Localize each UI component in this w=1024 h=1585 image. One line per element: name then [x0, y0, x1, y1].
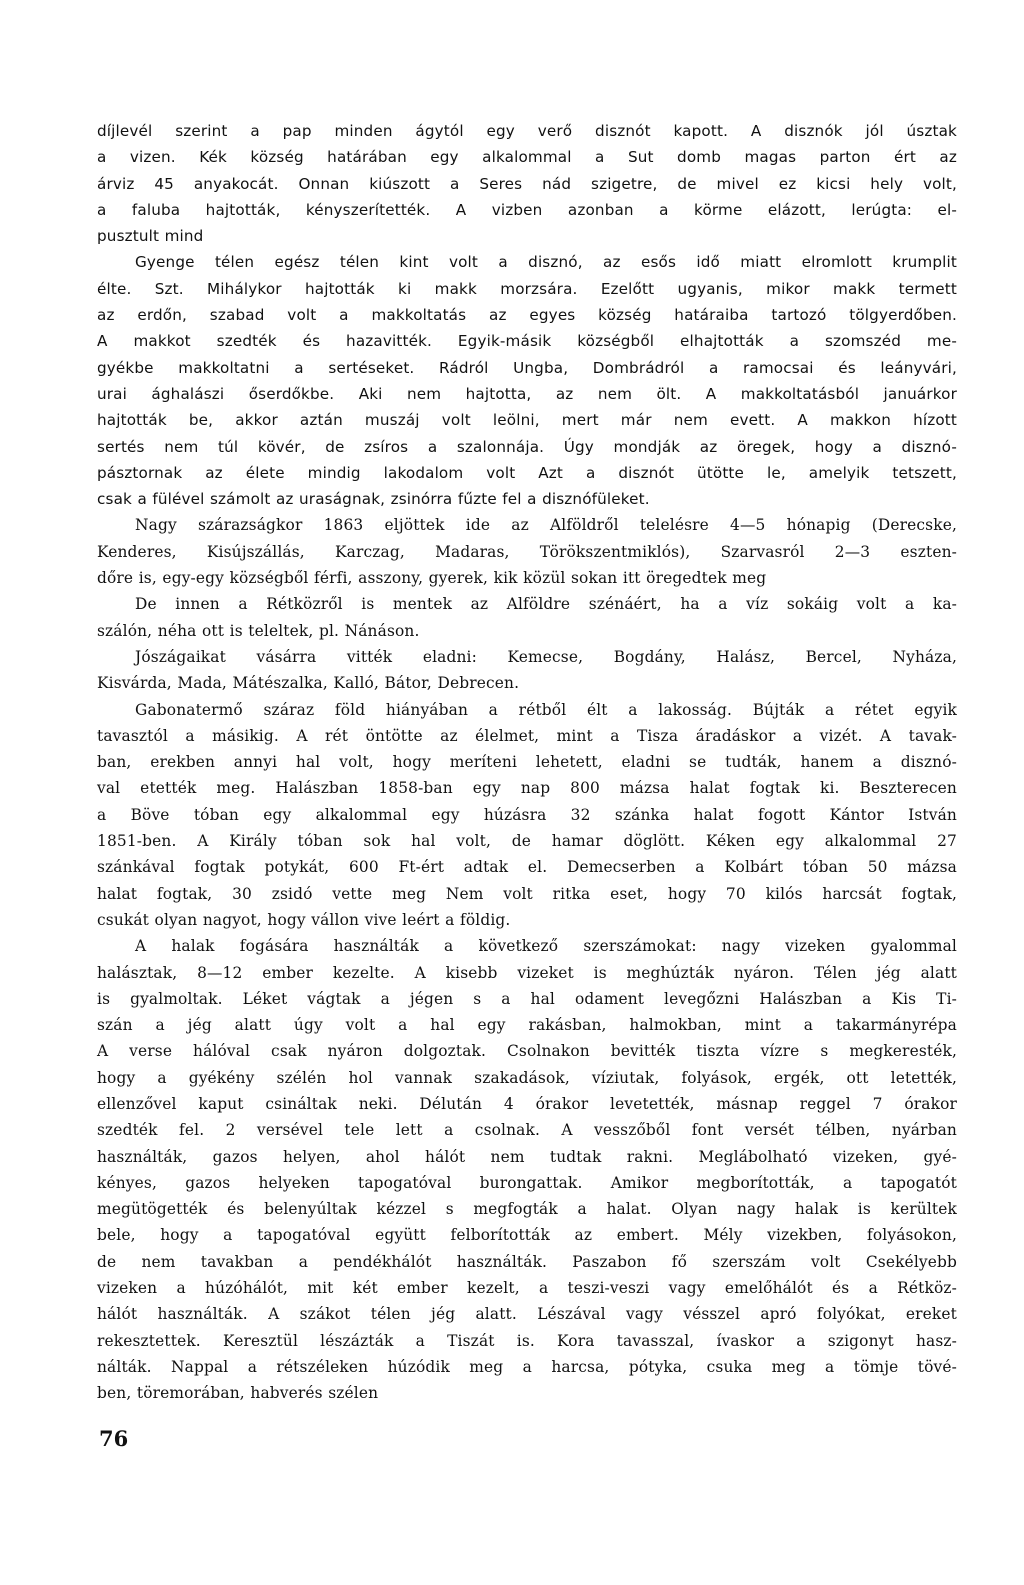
text-line: az erdőn, szabad volt a makkoltatás az egyes község határaiba tartozó tölgyerdőben.: [97, 306, 957, 325]
text-line: urai ághalászi őserdőkbe. Aki nem hajtotta, az nem ölt. A makkoltatásból januárkor: [97, 384, 957, 403]
page-body: [97, 118, 957, 1407]
text-line: hálót használták. A szákot télen jég alatt. Lészával vagy vésszel apró folyókat, ereket: [97, 1305, 957, 1324]
text-line: dőre is, egy-egy községből férfi, asszony, gyerek, kik közül sokan itt öregedtek meg: [97, 569, 767, 588]
text-line: szán a jég alatt úgy volt a hal egy rakásban, halmokban, mint a takarmányrépa: [97, 1016, 957, 1035]
text-line: árviz 45 anyakocát. Onnan kiúszott a Seres nád szigetre, de mivel ez kicsi hely volt,: [97, 174, 957, 193]
paragraph: [97, 933, 957, 1406]
text-line: Kisvárda, Mada, Mátészalka, Kalló, Bátor, Debrecen.: [97, 674, 520, 693]
text-line: sertés nem túl kövér, de zsíros a szalonnája. Úgy mondják az öregek, hogy a disznó-: [97, 437, 957, 456]
page-number: 76: [99, 1426, 129, 1451]
text-line: halat fogtak, 30 zsidó vette meg Nem volt ritka eset, hogy 70 kilós harcsát fogtak,: [97, 884, 957, 903]
text-line: Nagy szárazságkor 1863 eljöttek ide az Alföldről telelésre 4—5 hónapig (Derecske,: [135, 516, 957, 535]
text-line: kényes, gazos helyeken tapogatóval burongattak. Amikor megborították, a tapogatót: [97, 1173, 957, 1192]
paragraph: [97, 591, 957, 644]
text-line: szánkával fogtak potykát, 600 Ft-ért adtak el. Demecserben a Kolbárt tóban 50 mázsa: [97, 858, 957, 877]
paragraph: [97, 118, 957, 249]
paragraph: [97, 249, 957, 512]
text-line: szedték fel. 2 versével tele lett a csolnak. A vesszőből font versét télben, nyárban: [97, 1121, 957, 1140]
text-line: 1851-ben. A Király tóban sok hal volt, de hamar döglött. Kéken egy alkalommal 27: [97, 832, 957, 851]
text-line: Gyenge télen egész télen kint volt a disznó, az esős idő miatt elromlott krumplit: [135, 253, 957, 272]
text-line: halásztak, 8—12 ember kezelte. A kisebb vizeket is meghúzták nyáron. Télen jég alatt: [97, 963, 957, 982]
text-line: A halak fogására használták a következő szerszámokat: nagy vizeken gyalommal: [135, 937, 957, 956]
text-line: díjlevél szerint a pap minden ágytól egy verő disznót kapott. A disznók jól úsztak: [97, 122, 957, 140]
text-line: pusztult mind: [97, 227, 204, 246]
paragraph: [97, 512, 957, 591]
text-line: csak a fülével számolt az uraságnak, zsinórra fűzte fel a disznófüleket.: [97, 490, 650, 509]
text-line: megütögették és belenyúltak kézzel s megfogták a halat. Olyan nagy halak is kerültek: [97, 1200, 957, 1219]
paragraph: [97, 697, 957, 934]
text-line: hajtották be, akkor aztán muszáj volt leölni, mert már nem evett. A makkon hízott: [97, 411, 957, 430]
text-line: gyékbe makkoltatni a sertéseket. Rádról Ungba, Dombrádról a ramocsai és leányvári,: [97, 358, 957, 377]
text-line: ellenzővel kaput csináltak neki. Délután 4 órakor levetették, másnap reggel 7 órakor: [97, 1094, 957, 1113]
text-line: csukát olyan nagyot, hogy vállon vive leért a földig.: [97, 910, 511, 929]
text-line: A makkot szedték és hazavitték. Egyik-másik községből elhajtották a szomszéd me-: [97, 332, 957, 351]
text-line: tavasztól a másikig. A rét öntötte az élelmet, mint a Tisza áradáskor a vizét. A tavak-: [97, 726, 957, 745]
text-line: is gyalmoltak. Léket vágtak a jégen s a hal odament levegőzni Halászban a Kis Ti-: [97, 989, 957, 1008]
text-line: vizeken a húzóhálót, mit két ember kezelt, a teszi-veszi vagy emelőhálót és a Rétköz-: [97, 1279, 957, 1298]
text-line: hogy a gyékény szélén hol vannak szakadások, víziutak, folyások, ergék, ott letették,: [97, 1068, 957, 1087]
text-line: Jószágaikat vásárra vitték eladni: Kemecse, Bogdány, Halász, Bercel, Nyháza,: [135, 647, 957, 666]
text-line: a faluba hajtották, kényszerítették. A vizben azonban a körme elázott, lerúgta: el-: [97, 200, 957, 219]
paragraph: [97, 644, 957, 697]
text-line: ban, erekben annyi hal volt, hogy meríteni lehetett, eladni se tudták, hanem a disznó-: [97, 753, 957, 772]
text-line: rekesztettek. Keresztül lészázták a Tiszát is. Kora tavasszal, ívaskor a szigonyt hasz-: [97, 1331, 957, 1350]
text-line: a vizen. Kék község határában egy alkalommal a Sut domb magas parton ért az: [97, 148, 957, 167]
text-line: a Böve tóban egy alkalommal egy húzásra 32 szánka halat fogott Kántor István: [97, 805, 957, 824]
text-line: ben, töremorában, habverés szélen: [97, 1384, 379, 1403]
text-line: val etették meg. Halászban 1858-ban egy nap 800 mázsa halat fogtak ki. Beszterecen: [97, 779, 957, 798]
text-line: pásztornak az élete mindig lakodalom volt Azt a disznót ütötte le, amelyik tetszett,: [97, 463, 957, 482]
text-line: A verse hálóval csak nyáron dolgoztak. Csolnakon bevitték tiszta vízre s megkeresték,: [97, 1042, 957, 1061]
text-line: használták, gazos helyen, ahol hálót nem tudtak rakni. Meglábolható vizeken, gyé-: [97, 1147, 957, 1166]
text-line: de nem tavakban a pendékhálót használták. Paszabon fő szerszám volt Csekélyebb: [97, 1252, 957, 1271]
text-line: Gabonatermő száraz föld hiányában a rétből élt a lakosság. Bújták a rétet egyik: [135, 700, 957, 719]
text-line: élte. Szt. Mihálykor hajtották ki makk morzsára. Ezelőtt ugyanis, mikor makk termett: [97, 279, 957, 298]
text-line: De innen a Rétközről is mentek az Alföldre szénáért, ha a víz sokáig volt a ka-: [135, 595, 957, 614]
text-line: Kenderes, Kisújszállás, Karczag, Madaras, Törökszentmiklós), Szarvasról 2—3 eszten-: [97, 542, 957, 561]
text-line: bele, hogy a tapogatóval együtt felborították az embert. Mély vizekben, folyásokon,: [97, 1226, 957, 1245]
text-line: nálták. Nappal a rétszéleken húzódik meg a harcsa, pótyka, csuka meg a tömje tövé-: [97, 1357, 957, 1376]
text-line: szálón, néha ott is teleltek, pl. Nánáson.: [97, 621, 420, 640]
